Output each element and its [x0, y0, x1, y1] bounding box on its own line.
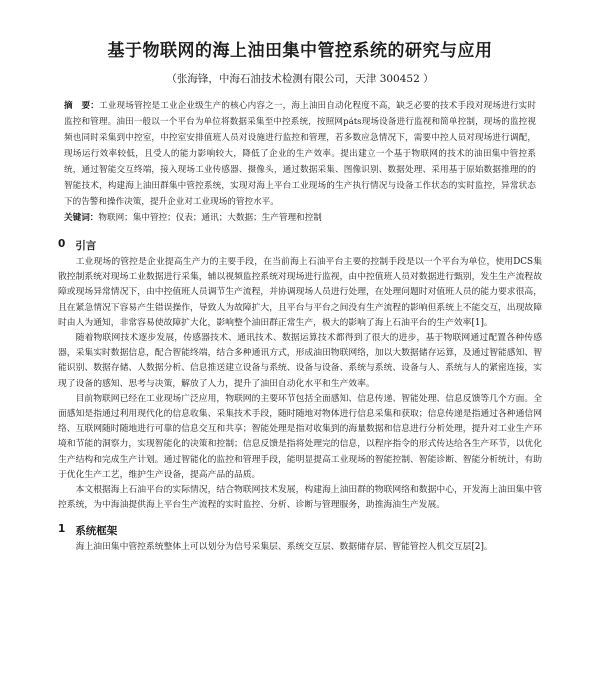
paragraph: 工业现场的管控是企业提高生产力的主要手段，在当前海上石油平台主要的控制手段是以一个平台为单位，使用DCS集散控制系统对现场工业数据进行采集，辅以视频监控系统对现场进行监视，由中控值班人员对数据进行甄别，发生生产流程故障或现场异常情况下，由中控值班人员调节生产流程，并协调现场人员进行处理，在处理问题时对值班人员的能力要求很高，且在紧急情况下容易产生错误操作，导致人为故障扩大，且平台与平台之间没有生产流程的影响但系统上不能交互，出现故障时由人为通知，非常容易使故障扩大化，影响整个油田群正常生产，极大的影响了海上石油平台的生产效率[1]。 — [58, 257, 542, 328]
section-number: 0 — [58, 238, 66, 250]
paragraph: 海上油田集中管控系统整体上可以划分为信号采集层、系统交互层、数据储存层、智能管控人机交互层[2]。 — [75, 542, 493, 553]
abstract — [64, 98, 536, 210]
keywords — [64, 210, 536, 226]
section-number: 1 — [58, 523, 66, 536]
section-title: 系统框架 — [75, 525, 118, 538]
section-system-framework — [58, 523, 542, 555]
paragraph: 目前物联网已经在工业现场广泛应用，物联网的主要环节包括全面感知、信息传递、智能处理、信息反馈等几个方面。全面感知是指通过利用现代化的信息收集、采集技术手段，随时随地对物体进行信息采集和获取；信息传递是指通过各种通信网络、互联网随时随地进行可靠的信息交互和共享；智能处理是指对收集到的海量数据和信息进行分析处理，提升对工业生产环境和节能的洞察力，实现智能化的决策和控制；信息反馈是指将处理完的信息，以程序指令的形式传达给各生产环节，以优化生产结构和完成生产计划。通过智能化的监控和管理手段，能明显提高工业现场的智能控制、智能诊断、智能分析统计，有助于优化生产工艺，维护生产设备，提高产品的品质。 — [58, 393, 542, 480]
abstract-text: 工业现场管控是工业企业级生产的核心内容之一，海上油田自动化程度不高，缺乏必要的技术手段对现场进行实时监控和管理。油田一般以一个平台为单位将数据采集至中控系统，按照网páts现场设备进行监视和简单控制，现场的监控视频也同时采集到中控室，中控室安排值班人员对设施进行监控和管理，若多数应急情况下，需要中控人员对现场进行调配，现场运行效率较低，且受人的能力影响较大，降低了企业的生产效率。提出建立一个基于物联网的技术的油田集中管控系统，通过智能交互终端，接入现场工业传感器、摄像头，通过数据采集、图像识别、数据处理、采用基于原始数据推理的的智能技术，构建海上油田群集中管控系统，实现对海上平台工业现场的生产执行情况与设备工作状态的实时监控，异常状态下的告警和操作决策，提升企业对工业现场的管控水平。 — [64, 101, 536, 207]
section-introduction — [58, 238, 542, 513]
keywords-text: 物联网；集中管控；仪表；通讯；大数据；生产管理和控制 — [98, 213, 322, 223]
author-line: （张海锋，中海石油技术检测有限公司，天津 300452 ） — [166, 73, 434, 85]
paragraph: 本文根据海上石油平台的实际情况，结合物联网技术发展，构建海上油田群的物联网络和数据中心，开发海上油田集中管控系统，为中海油提供海上平台生产流程的实时监控、分析、诊断与管理服务，助推海油生产发展。 — [58, 485, 542, 511]
keywords-label: 关键词： — [64, 213, 99, 223]
section-title: 引言 — [75, 240, 97, 252]
paragraph: 随着物联网技术逐步发展，传感器技术、通讯技术、数据运算技术都得到了很大的进步，基于物联网通过配置各种传感器，采集实时数据信息，配合智能终端，结合多种通讯方式，形成油田物联网络，加以大数据储存运算，及通过智能感知、智能识别、数据存储、人数据分析、信息推送建立设备与系统、设备与设备、系统与系统、设备与人、系统与人的紧密连接，实现了设备的感知、思考与决策，解放了人力，提升了油田自动化水平和生产效率。 — [58, 333, 542, 389]
section-heading — [58, 238, 542, 253]
section-heading — [58, 523, 542, 538]
paper-title: 基于物联网的海上油田集中管控系统的研究与应用 — [107, 41, 493, 61]
abstract-label: 摘 要： — [64, 101, 99, 111]
